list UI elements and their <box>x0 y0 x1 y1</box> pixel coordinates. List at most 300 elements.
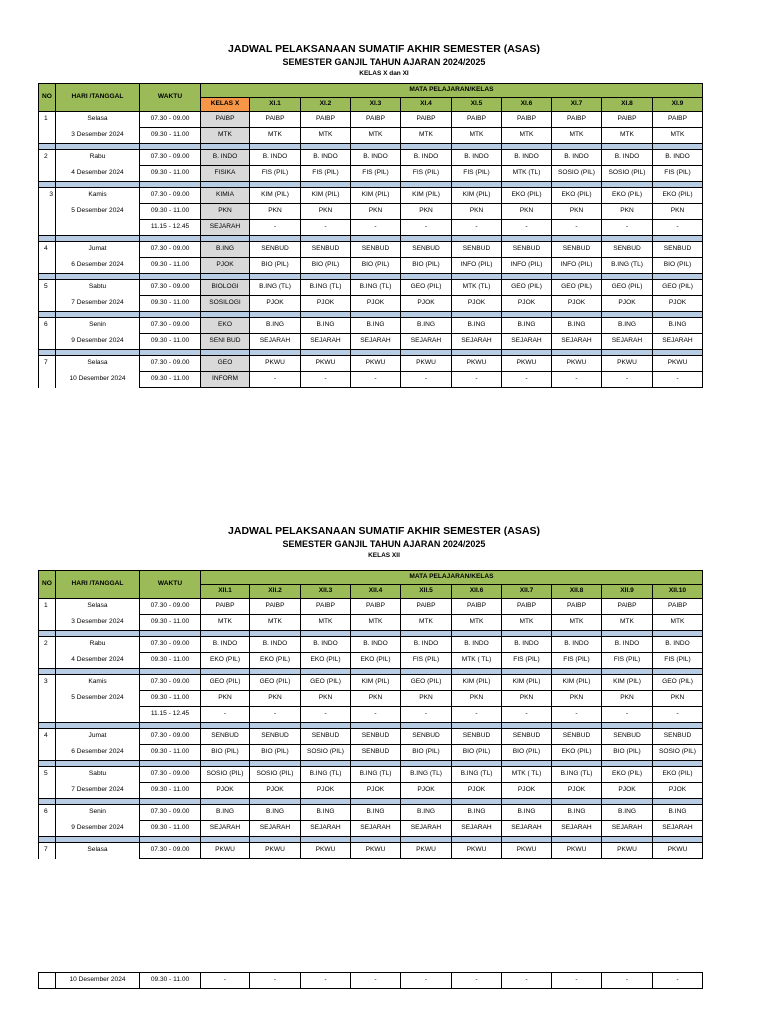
subject-cell: MTK ( TL) <box>502 767 552 783</box>
subject-cell: KIM (PIL) <box>351 188 401 204</box>
subject-cell: GEO (PIL) <box>502 280 552 296</box>
subject-cell: SEJARAH <box>250 334 301 350</box>
subject-cell: PKWU <box>351 843 401 859</box>
subject-cell: PKN <box>301 691 351 707</box>
subject-cell: SENI BUD <box>201 334 250 350</box>
subject-cell: EKO (PIL) <box>351 653 401 669</box>
table-row <box>39 615 703 631</box>
subject-cell: B.ING <box>201 242 250 258</box>
header-class: XII.2 <box>250 585 301 599</box>
table-row <box>39 356 703 372</box>
time-slot: 07.30 - 09.00 <box>140 805 201 821</box>
row-number: 6 <box>39 318 56 334</box>
document-title: JADWAL PELAKSANAAN SUMATIF AKHIR SEMESTER (ASAS) <box>228 525 540 537</box>
subject-cell: KIM (PIL) <box>502 675 552 691</box>
subject-cell: B.ING <box>602 318 653 334</box>
subject-cell: MTK <box>502 128 552 144</box>
subject-cell: PJOK <box>201 258 250 274</box>
subject-cell: PAIBP <box>351 599 401 615</box>
table-row <box>39 745 703 761</box>
subject-cell: GEO <box>201 356 250 372</box>
header-class: XII.10 <box>653 585 703 599</box>
day-date: 3 Desember 2024 <box>56 128 140 144</box>
table-row <box>39 821 703 837</box>
subject-cell: B.ING <box>351 318 401 334</box>
time-slot: 07.30 - 09.00 <box>140 112 201 128</box>
subject-cell: B. INDO <box>201 637 250 653</box>
subject-cell: - <box>250 372 301 388</box>
subject-cell: MTK <box>653 615 703 631</box>
subject-cell: - <box>452 707 502 723</box>
row-number <box>39 204 56 220</box>
row-number <box>39 334 56 350</box>
header-class: XII.4 <box>351 585 401 599</box>
subject-cell: B. INDO <box>552 637 602 653</box>
subject-cell: - <box>201 973 250 989</box>
time-slot: 07.30 - 09.00 <box>140 242 201 258</box>
subject-cell: B.ING (TL) <box>301 280 351 296</box>
header-hari-tanggal: HARI /TANGGAL <box>56 571 140 599</box>
row-number <box>39 821 56 837</box>
time-slot: 07.30 - 09.00 <box>140 188 201 204</box>
subject-cell: - <box>602 372 653 388</box>
subject-cell: MTK ( TL) <box>452 653 502 669</box>
subject-cell: SEJARAH <box>201 220 250 236</box>
subject-cell: BIO (PIL) <box>653 258 703 274</box>
time-slot: 09.30 - 11.00 <box>140 745 201 761</box>
subject-cell: PJOK <box>301 296 351 312</box>
subject-cell: FIS (PIL) <box>401 653 452 669</box>
subject-cell: PAIBP <box>602 112 653 128</box>
subject-cell: - <box>201 707 250 723</box>
table-row <box>39 637 703 653</box>
subject-cell: - <box>351 220 401 236</box>
subject-cell: GEO (PIL) <box>301 675 351 691</box>
subject-cell: SOSIO (PIL) <box>653 745 703 761</box>
subject-cell: - <box>602 973 653 989</box>
header-hari-tanggal: HARI /TANGGAL <box>56 84 140 112</box>
subject-cell: PKWU <box>351 356 401 372</box>
subject-cell: PJOK <box>351 296 401 312</box>
table-row <box>39 280 703 296</box>
subject-cell: PKWU <box>653 356 703 372</box>
subject-cell: B. INDO <box>201 150 250 166</box>
header-class: XI.8 <box>602 98 653 112</box>
header-class: KELAS X <box>201 98 250 112</box>
time-slot: 09.30 - 11.00 <box>140 691 201 707</box>
subject-cell: - <box>452 372 502 388</box>
subject-cell: PKN <box>351 204 401 220</box>
subject-cell: MTK <box>452 615 502 631</box>
subject-cell: B.ING <box>653 318 703 334</box>
sheet-kelas-x-xi <box>0 42 768 79</box>
subject-cell: PKN <box>552 691 602 707</box>
subject-cell: SENBUD <box>351 745 401 761</box>
table-row <box>39 973 703 989</box>
time-slot: 07.30 - 09.00 <box>140 637 201 653</box>
table-row <box>39 805 703 821</box>
subject-cell: MTK <box>351 128 401 144</box>
subject-cell: SEJARAH <box>552 334 602 350</box>
subject-cell: GEO (PIL) <box>653 280 703 296</box>
header-class: XII.9 <box>602 585 653 599</box>
header-class: XI.2 <box>301 98 351 112</box>
row-number: 1 <box>39 599 56 615</box>
subject-cell: PKN <box>552 204 602 220</box>
subject-cell: PJOK <box>401 296 452 312</box>
subject-cell: PJOK <box>552 296 602 312</box>
subject-cell: PAIBP <box>502 112 552 128</box>
time-slot: 11.15 - 12.45 <box>140 220 201 236</box>
row-number: 2 <box>39 150 56 166</box>
subject-cell: FIS (PIL) <box>401 166 452 182</box>
day-date <box>56 707 140 723</box>
subject-cell: PJOK <box>452 296 502 312</box>
subject-cell: PAIBP <box>301 599 351 615</box>
header-class: XI.5 <box>452 98 502 112</box>
subject-cell: MTK <box>653 128 703 144</box>
day-name: Rabu <box>56 637 140 653</box>
header-mata-pelajaran: MATA PELAJARAN/KELAS <box>201 84 703 98</box>
subject-cell: PAIBP <box>301 112 351 128</box>
subject-cell: FIS (PIL) <box>250 166 301 182</box>
subject-cell: SENBUD <box>452 242 502 258</box>
day-date: 7 Desember 2024 <box>56 783 140 799</box>
day-date: 7 Desember 2024 <box>56 296 140 312</box>
schedule-table-xii-continuation <box>38 972 703 989</box>
subject-cell: GEO (PIL) <box>653 675 703 691</box>
subject-cell: PJOK <box>653 296 703 312</box>
subject-cell: BIO (PIL) <box>602 745 653 761</box>
subject-cell: SEJARAH <box>602 334 653 350</box>
subject-cell: SENBUD <box>653 729 703 745</box>
table-row <box>39 599 703 615</box>
row-number <box>39 973 56 989</box>
header-class: XII.7 <box>502 585 552 599</box>
subject-cell: B. INDO <box>502 637 552 653</box>
subject-cell: B.ING <box>250 805 301 821</box>
subject-cell: - <box>301 973 351 989</box>
day-date: 4 Desember 2024 <box>56 166 140 182</box>
subject-cell: PKWU <box>401 356 452 372</box>
subject-cell: FIS (PIL) <box>602 653 653 669</box>
subject-cell: SEJARAH <box>552 821 602 837</box>
subject-cell: PAIBP <box>602 599 653 615</box>
subject-cell: B. INDO <box>653 637 703 653</box>
day-name: Kamis <box>56 675 140 691</box>
day-date: 10 Desember 2024 <box>56 372 140 388</box>
time-slot: 09.30 - 11.00 <box>140 653 201 669</box>
subject-cell: PKN <box>301 204 351 220</box>
row-number: 4 <box>39 242 56 258</box>
subject-cell: PJOK <box>502 296 552 312</box>
subject-cell: B.ING <box>401 805 452 821</box>
subject-cell: B.ING <box>351 805 401 821</box>
table-row <box>39 653 703 669</box>
subject-cell: EKO (PIL) <box>552 188 602 204</box>
header-mata-pelajaran: MATA PELAJARAN/KELAS <box>201 571 703 585</box>
row-number: 6 <box>39 805 56 821</box>
subject-cell: PAIBP <box>401 599 452 615</box>
subject-cell: KIM (PIL) <box>401 188 452 204</box>
subject-cell: PKN <box>250 204 301 220</box>
subject-cell: SEJARAH <box>401 821 452 837</box>
subject-cell: SEJARAH <box>653 334 703 350</box>
subject-cell: MTK <box>301 128 351 144</box>
subject-cell: KIM (PIL) <box>602 675 653 691</box>
subject-cell: MTK <box>552 128 602 144</box>
subject-cell: BIO (PIL) <box>401 258 452 274</box>
subject-cell: SENBUD <box>502 242 552 258</box>
subject-cell: MTK <box>201 128 250 144</box>
time-slot: 09.30 - 11.00 <box>140 821 201 837</box>
subject-cell: BIO (PIL) <box>351 258 401 274</box>
subject-cell: SENBUD <box>552 729 602 745</box>
day-name: Rabu <box>56 150 140 166</box>
subject-cell: PJOK <box>250 296 301 312</box>
header-waktu: WAKTU <box>140 571 201 599</box>
subject-cell: - <box>502 220 552 236</box>
subject-cell: - <box>401 707 452 723</box>
subject-cell: MTK <box>602 615 653 631</box>
subject-cell: SOSIO (PIL) <box>250 767 301 783</box>
time-slot: 09.30 - 11.00 <box>140 296 201 312</box>
time-slot: 09.30 - 11.00 <box>140 973 201 989</box>
subject-cell: B. INDO <box>250 150 301 166</box>
subject-cell: PAIBP <box>452 599 502 615</box>
subject-cell: PAIBP <box>351 112 401 128</box>
subject-cell: MTK (TL) <box>452 280 502 296</box>
subject-cell: PKWU <box>552 356 602 372</box>
table-row <box>39 150 703 166</box>
header-class: XI.3 <box>351 98 401 112</box>
time-slot: 09.30 - 11.00 <box>140 128 201 144</box>
subject-cell: B.ING (TL) <box>351 280 401 296</box>
subject-cell: FIS (PIL) <box>653 653 703 669</box>
day-date: 4 Desember 2024 <box>56 653 140 669</box>
subject-cell: MTK <box>452 128 502 144</box>
subject-cell: PKWU <box>201 843 250 859</box>
subject-cell: FIS (PIL) <box>552 653 602 669</box>
subject-cell: B. INDO <box>351 637 401 653</box>
subject-cell: SOSIO (PIL) <box>301 745 351 761</box>
table-row <box>39 128 703 144</box>
subject-cell: EKO (PIL) <box>602 188 653 204</box>
subject-cell: B. INDO <box>452 150 502 166</box>
subject-cell: SOSIO (PIL) <box>602 166 653 182</box>
subject-cell: B.ING <box>301 318 351 334</box>
day-date: 3 Desember 2024 <box>56 615 140 631</box>
row-number: 7 <box>39 356 56 372</box>
subject-cell: GEO (PIL) <box>552 280 602 296</box>
subject-cell: B.ING (TL) <box>602 258 653 274</box>
subject-cell: PKWU <box>452 843 502 859</box>
subject-cell: BIOLOGI <box>201 280 250 296</box>
subject-cell: B. INDO <box>250 637 301 653</box>
subject-cell: - <box>250 220 301 236</box>
subject-cell: SOSIO (PIL) <box>552 166 602 182</box>
subject-cell: B.ING (TL) <box>552 767 602 783</box>
subject-cell: INFO (PIL) <box>452 258 502 274</box>
subject-cell: EKO (PIL) <box>502 188 552 204</box>
subject-cell: - <box>552 372 602 388</box>
day-name: Sabtu <box>56 280 140 296</box>
document-title: JADWAL PELAKSANAAN SUMATIF AKHIR SEMESTER (ASAS) <box>228 43 540 55</box>
subject-cell: B.ING (TL) <box>351 767 401 783</box>
table-row <box>39 318 703 334</box>
subject-cell: SEJARAH <box>401 334 452 350</box>
row-number <box>39 372 56 388</box>
row-number <box>39 258 56 274</box>
day-date: 6 Desember 2024 <box>56 258 140 274</box>
subject-cell: EKO (PIL) <box>653 767 703 783</box>
day-name: Selasa <box>56 356 140 372</box>
subject-cell: PAIBP <box>653 112 703 128</box>
day-date: 5 Desember 2024 <box>56 204 140 220</box>
subject-cell: B. INDO <box>653 150 703 166</box>
subject-cell: - <box>502 372 552 388</box>
subject-cell: SENBUD <box>301 729 351 745</box>
subject-cell: SENBUD <box>201 729 250 745</box>
header-waktu: WAKTU <box>140 84 201 112</box>
subject-cell: B. INDO <box>401 150 452 166</box>
subject-cell: KIM (PIL) <box>301 188 351 204</box>
subject-cell: - <box>452 220 502 236</box>
subject-cell: GEO (PIL) <box>401 675 452 691</box>
subject-cell: PKWU <box>653 843 703 859</box>
time-slot: 07.30 - 09.00 <box>140 729 201 745</box>
schedule-table-x-xi <box>38 83 703 388</box>
subject-cell: PJOK <box>602 783 653 799</box>
subject-cell: BIO (PIL) <box>301 258 351 274</box>
subject-cell: - <box>552 707 602 723</box>
subject-cell: KIM (PIL) <box>351 675 401 691</box>
subject-cell: SENBUD <box>351 242 401 258</box>
time-slot: 09.30 - 11.00 <box>140 615 201 631</box>
subject-cell: B.ING (TL) <box>401 767 452 783</box>
row-number <box>39 166 56 182</box>
subject-cell: PKWU <box>602 356 653 372</box>
subject-cell: PAIBP <box>552 112 602 128</box>
subject-cell: PKN <box>452 691 502 707</box>
header-no: NO <box>39 571 56 599</box>
subject-cell: SENBUD <box>351 729 401 745</box>
sheet-kelas-xii <box>0 524 768 561</box>
subject-cell: SEJARAH <box>201 821 250 837</box>
subject-cell: PAIBP <box>653 599 703 615</box>
subject-cell: - <box>301 220 351 236</box>
subject-cell: PKWU <box>602 843 653 859</box>
subject-cell: PKN <box>351 691 401 707</box>
time-slot: 07.30 - 09.00 <box>140 843 201 859</box>
header-class: XII.5 <box>401 585 452 599</box>
subject-cell: - <box>552 973 602 989</box>
subject-cell: PAIBP <box>201 112 250 128</box>
subject-cell: - <box>452 973 502 989</box>
time-slot: 07.30 - 09.00 <box>140 150 201 166</box>
subject-cell: - <box>602 220 653 236</box>
subject-cell: MTK <box>301 615 351 631</box>
table-row <box>39 729 703 745</box>
subject-cell: PJOK <box>502 783 552 799</box>
subject-cell: PAIBP <box>552 599 602 615</box>
subject-cell: - <box>301 707 351 723</box>
subject-cell: PKN <box>201 691 250 707</box>
row-number: 5 <box>39 767 56 783</box>
table-row <box>39 707 703 723</box>
subject-cell: - <box>502 707 552 723</box>
subject-cell: B.ING <box>602 805 653 821</box>
table-row <box>39 166 703 182</box>
row-number <box>39 615 56 631</box>
subject-cell: - <box>301 372 351 388</box>
subject-cell: SOSILOGI <box>201 296 250 312</box>
subject-cell: PKN <box>201 204 250 220</box>
schedule-table-xii <box>38 570 703 859</box>
subject-cell: PKN <box>502 204 552 220</box>
subject-cell: FIS (PIL) <box>502 653 552 669</box>
subject-cell: PKWU <box>502 356 552 372</box>
time-slot: 07.30 - 09.00 <box>140 280 201 296</box>
subject-cell: BIO (PIL) <box>401 745 452 761</box>
table-row <box>39 296 703 312</box>
time-slot: 09.30 - 11.00 <box>140 204 201 220</box>
subject-cell: BIO (PIL) <box>250 745 301 761</box>
subject-cell: PKWU <box>301 356 351 372</box>
row-number <box>39 653 56 669</box>
day-name: Sabtu <box>56 767 140 783</box>
day-name: Selasa <box>56 112 140 128</box>
subject-cell: B.ING (TL) <box>452 767 502 783</box>
subject-cell: SENBUD <box>552 242 602 258</box>
subject-cell: EKO <box>201 318 250 334</box>
subject-cell: MTK <box>401 128 452 144</box>
subject-cell: MTK <box>201 615 250 631</box>
subject-cell: B. INDO <box>401 637 452 653</box>
table-row <box>39 691 703 707</box>
subject-cell: PKN <box>653 691 703 707</box>
subject-cell: PJOK <box>602 296 653 312</box>
subject-cell: MTK <box>401 615 452 631</box>
subject-cell: SEJARAH <box>653 821 703 837</box>
subject-cell: - <box>401 220 452 236</box>
subject-cell: B.ING <box>250 318 301 334</box>
subject-cell: B. INDO <box>452 637 502 653</box>
subject-cell: GEO (PIL) <box>201 675 250 691</box>
day-name: Kamis <box>56 188 140 204</box>
day-date <box>56 220 140 236</box>
day-date: 9 Desember 2024 <box>56 334 140 350</box>
subject-cell: PJOK <box>250 783 301 799</box>
subject-cell: B. INDO <box>351 150 401 166</box>
subject-cell: BIO (PIL) <box>201 745 250 761</box>
subject-cell: B.ING (TL) <box>250 280 301 296</box>
subject-cell: EKO (PIL) <box>250 653 301 669</box>
subject-cell: - <box>351 973 401 989</box>
subject-cell: SEJARAH <box>250 821 301 837</box>
subject-cell: MTK <box>552 615 602 631</box>
header-class: XI.9 <box>653 98 703 112</box>
subject-cell: GEO (PIL) <box>401 280 452 296</box>
subject-cell: INFO (PIL) <box>502 258 552 274</box>
header-class: XII.3 <box>301 585 351 599</box>
subject-cell: PJOK <box>301 783 351 799</box>
subject-cell: - <box>250 973 301 989</box>
subject-cell: B. INDO <box>301 150 351 166</box>
row-number: 2 <box>39 637 56 653</box>
subject-cell: PAIBP <box>502 599 552 615</box>
subject-cell: FIS (PIL) <box>653 166 703 182</box>
